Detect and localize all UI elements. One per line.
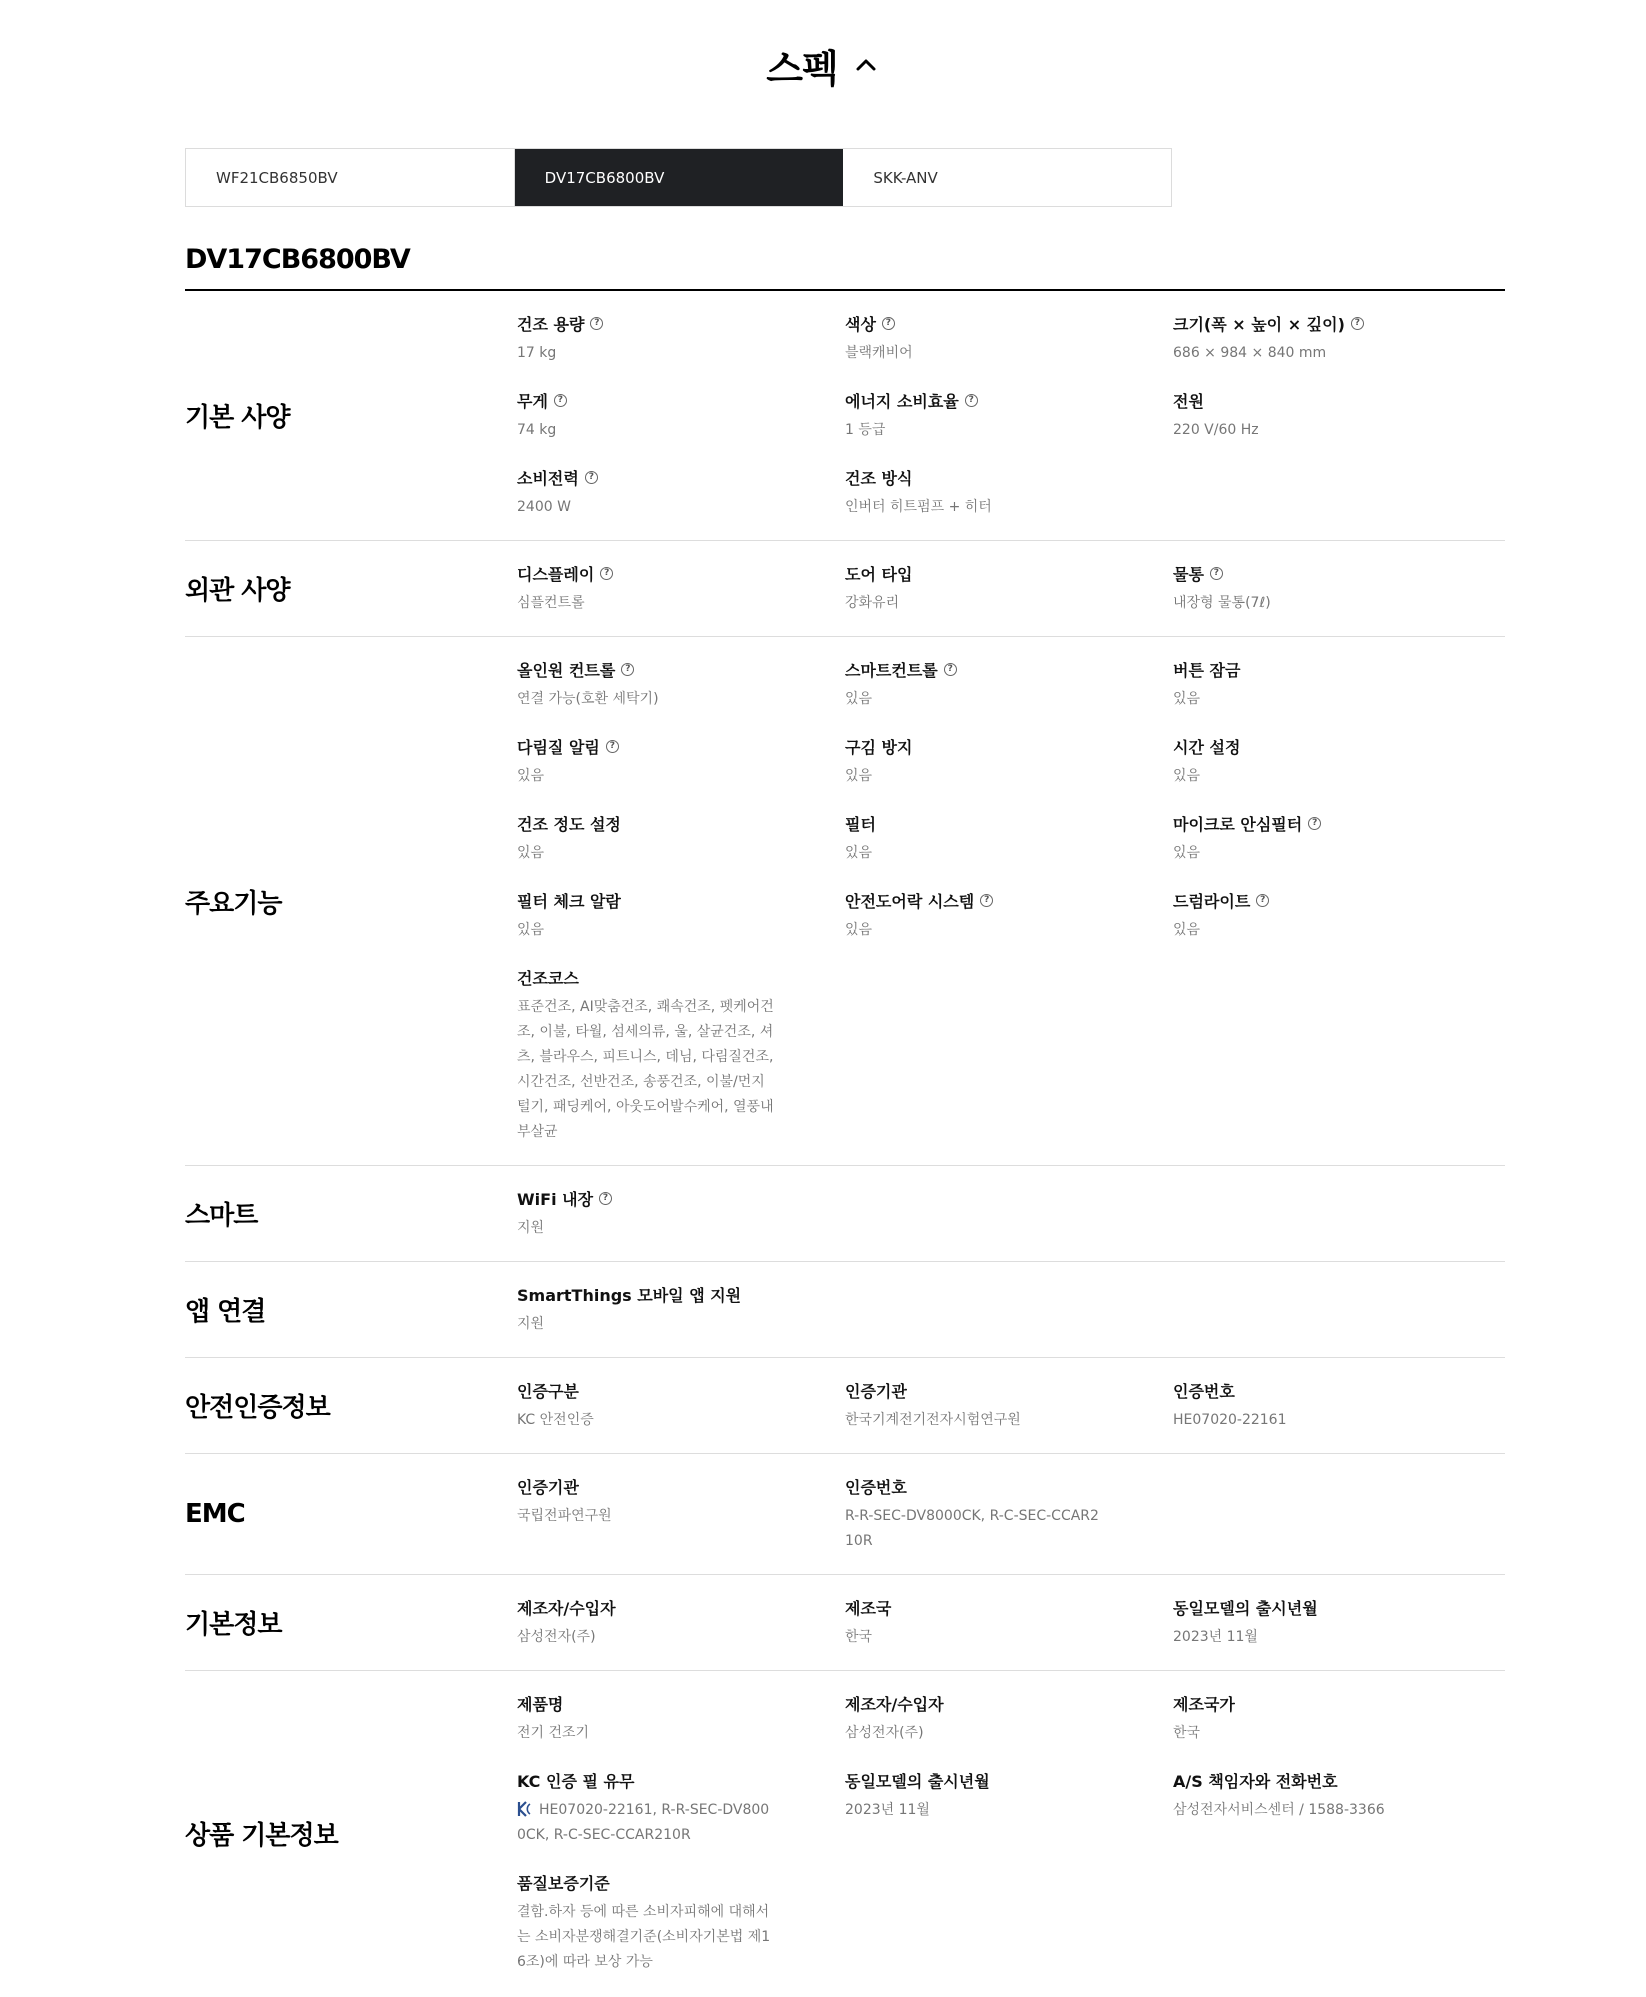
spec-item-value-text: KC 안전인증 [517, 1412, 594, 1428]
spec-item [1173, 561, 1501, 616]
spec-section [185, 637, 1505, 1166]
section-label: 기본 사양 [185, 403, 290, 433]
help-icon[interactable]: ? [1210, 567, 1223, 580]
spec-item-label [517, 311, 845, 335]
spec-item-value [517, 918, 777, 943]
spec-item [517, 1378, 845, 1433]
spec-item-value [845, 1798, 1105, 1823]
spec-item-value [845, 918, 1105, 943]
spec-item-label-text: 제조자/수입자 [517, 1598, 616, 1618]
spec-item-label-text: 디스플레이 [517, 564, 595, 584]
spec-item-value-text: 있음 [517, 845, 545, 861]
spec-item-value-text: 지원 [517, 1316, 545, 1332]
spec-item [1173, 1595, 1501, 1650]
spec-item-label-text: 드럼라이트 [1173, 891, 1251, 911]
spec-item-label [517, 1768, 845, 1792]
spec-grid [517, 561, 1505, 616]
spec-item-label [1173, 388, 1501, 412]
spec-item-label-text: 필터 체크 알람 [517, 891, 621, 911]
section-label: 기본정보 [185, 1610, 282, 1640]
help-icon[interactable]: ? [980, 894, 993, 907]
spec-item [517, 465, 845, 520]
spec-grid [517, 311, 1505, 520]
spec-item-label [517, 1378, 845, 1402]
tab-model[interactable]: WF21CB6850BV [186, 149, 515, 206]
spec-table [185, 291, 1505, 1995]
spec-grid [517, 1186, 1505, 1241]
spec-item-value-text: 있음 [845, 845, 873, 861]
help-icon[interactable]: ? [1308, 817, 1321, 830]
spec-item-value-text: 있음 [1173, 768, 1201, 784]
spec-item-label [1173, 811, 1501, 835]
spec-item-label [517, 734, 845, 758]
spec-item-value [1173, 764, 1433, 789]
spec-item-label-text: 건조코스 [517, 968, 579, 988]
help-icon[interactable]: ? [621, 663, 634, 676]
spec-item-value [517, 1900, 777, 1975]
spec-grid [517, 1595, 1505, 1650]
spec-item-label-text: 올인원 컨트롤 [517, 660, 616, 680]
spec-item-label-text: 색상 [845, 314, 876, 334]
spec-item [845, 311, 1173, 366]
spec-item-label-text: 제품명 [517, 1694, 564, 1714]
spec-item-label [845, 388, 1173, 412]
spec-item-value [517, 1798, 777, 1848]
spec-item-value-text: 2400 W [517, 499, 571, 515]
spec-item-label-text: 제조국 [845, 1598, 892, 1618]
help-icon[interactable]: ? [1256, 894, 1269, 907]
spec-item [517, 1282, 845, 1337]
spec-item-label [517, 811, 845, 835]
spec-item-value [1173, 591, 1433, 616]
spec-item-value [1173, 1625, 1433, 1650]
spec-item-value-text: 한국 [1173, 1725, 1201, 1741]
spec-item-label [1173, 734, 1501, 758]
spec-item-value [517, 495, 777, 520]
spec-item [1173, 311, 1501, 366]
section-label: 상품 기본정보 [185, 1820, 338, 1851]
spec-item-value-text: 내장형 물통(7ℓ) [1173, 595, 1271, 611]
spec-item [1173, 811, 1501, 866]
spec-item-label-text: 스마트컨트롤 [845, 660, 938, 680]
spec-item-label-text: 다림질 알림 [517, 737, 600, 757]
spec-item-value [845, 764, 1105, 789]
spec-section [185, 541, 1505, 637]
spec-item-label-text: 제조국가 [1173, 1694, 1235, 1714]
spec-item-label [845, 1768, 1173, 1792]
section-label: 주요기능 [185, 888, 282, 919]
spec-item [1173, 734, 1501, 789]
help-icon[interactable]: ? [882, 317, 895, 330]
spec-item-value-text: 2023년 11월 [845, 1802, 930, 1818]
spec-item-value [517, 1216, 777, 1241]
spec-item [845, 1474, 1173, 1554]
spec-item [1173, 388, 1501, 443]
spec-item [845, 811, 1173, 866]
spec-item-value-text: 강화유리 [845, 595, 900, 611]
spec-item-label-text: 제조자/수입자 [845, 1694, 944, 1714]
spec-item-label [845, 1595, 1173, 1619]
spec-grid [517, 1282, 1505, 1337]
section-label: 앱 연결 [185, 1297, 266, 1327]
tab-model[interactable]: SKK-ANV [873, 168, 938, 187]
spec-item-value [517, 995, 777, 1145]
spec-item [517, 1768, 845, 1848]
spec-item-label-text: 도어 타입 [845, 564, 913, 584]
spec-item-value-text: 한국 [845, 1629, 873, 1645]
spec-section [185, 1262, 1505, 1358]
spec-header[interactable] [0, 40, 1646, 90]
spec-item [517, 1474, 845, 1554]
spec-item-value-text: 686 × 984 × 840 mm [1173, 345, 1327, 361]
spec-item [845, 561, 1173, 616]
spec-item-label-text: A/S 책임자와 전화번호 [1173, 1771, 1338, 1791]
spec-item-value-text: 220 V/60 Hz [1173, 422, 1259, 438]
spec-item-value [845, 1504, 1105, 1554]
spec-item [1173, 657, 1501, 712]
spec-item-value-text: 2023년 11월 [1173, 1629, 1258, 1645]
spec-item-value-text: 있음 [517, 922, 545, 938]
spec-section [185, 291, 1505, 541]
spec-section [185, 1454, 1505, 1575]
help-icon[interactable]: ? [599, 1192, 612, 1205]
spec-item [517, 311, 845, 366]
spec-item-value [517, 418, 777, 443]
spec-item [517, 1595, 845, 1650]
spec-item-value-text: 인버터 히트펌프 + 히터 [845, 499, 992, 515]
spec-item-value [517, 1625, 777, 1650]
spec-item-value [1173, 1721, 1433, 1746]
spec-item-label [1173, 1691, 1501, 1715]
spec-item-label [517, 1870, 845, 1894]
spec-item [845, 1768, 1173, 1848]
spec-section [185, 1575, 1505, 1671]
spec-item-value [845, 841, 1105, 866]
spec-item-label [845, 561, 1173, 585]
spec-item [845, 657, 1173, 712]
spec-item-label-text: 마이크로 안심필터 [1173, 814, 1303, 834]
spec-item-label [1173, 888, 1501, 912]
spec-item-value-text: 전기 건조기 [517, 1725, 590, 1741]
model-title: DV17CB6800BV [185, 244, 410, 275]
spec-item-label [517, 465, 845, 489]
spec-item-label [517, 1595, 845, 1619]
spec-item [517, 1691, 845, 1746]
spec-item [845, 1378, 1173, 1433]
spec-item-value [517, 1721, 777, 1746]
spec-item-value-text: 74 kg [517, 422, 557, 438]
spec-item [1173, 888, 1501, 943]
spec-item-label [1173, 657, 1501, 681]
spec-item-label-text: 물통 [1173, 564, 1204, 584]
spec-item-value-text: 있음 [517, 768, 545, 784]
spec-item-value [1173, 841, 1433, 866]
spec-item [845, 1595, 1173, 1650]
spec-item-label-text: 동일모델의 출시년월 [1173, 1598, 1318, 1618]
section-label: 안전인증정보 [185, 1393, 330, 1423]
spec-item-label [845, 1691, 1173, 1715]
spec-item [517, 734, 845, 789]
spec-item-label [517, 1282, 845, 1306]
spec-item-label [1173, 561, 1501, 585]
spec-item-label [1173, 1768, 1501, 1792]
spec-grid [517, 1378, 1505, 1433]
section-label: 외관 사양 [185, 576, 290, 606]
spec-item [845, 1691, 1173, 1746]
spec-item-label [1173, 1378, 1501, 1402]
spec-item-label [845, 811, 1173, 835]
spec-item-value-text: R-R-SEC-DV8000CK, R-C-SEC-CCAR210R [845, 1508, 1099, 1549]
spec-item-value [517, 591, 777, 616]
spec-item-label-text: 크기(폭 × 높이 × 깊이) [1173, 314, 1345, 334]
spec-item [517, 965, 845, 1145]
spec-item-label-text: WiFi 내장 [517, 1189, 594, 1209]
spec-item [1173, 1691, 1501, 1746]
help-icon[interactable]: ? [944, 663, 957, 676]
spec-item-value-text: 있음 [1173, 845, 1201, 861]
spec-item-value [845, 495, 1105, 520]
help-icon[interactable]: ? [965, 394, 978, 407]
spec-item-label-text: 에너지 소비효율 [845, 391, 959, 411]
spec-item-value [517, 687, 777, 712]
spec-item [517, 561, 845, 616]
spec-item-value-text: 있음 [845, 768, 873, 784]
help-icon[interactable]: ? [1351, 317, 1364, 330]
spec-item-label-text: 인증번호 [845, 1477, 907, 1497]
spec-item [517, 1870, 845, 1975]
spec-item [517, 1186, 845, 1241]
spec-item-label [845, 1474, 1173, 1498]
spec-item-label [517, 888, 845, 912]
spec-title: 스펙 [766, 46, 838, 91]
spec-item-value-text: HE07020-22161 [1173, 1412, 1287, 1428]
spec-item-value-text: 17 kg [517, 345, 557, 361]
spec-item-value-text: 1 등급 [845, 422, 886, 438]
spec-item-value-text: 삼성전자서비스센터 / 1588-3366 [1173, 1802, 1385, 1818]
spec-item-value [845, 1721, 1105, 1746]
spec-item-value-text: 있음 [845, 691, 873, 707]
spec-item-label-text: 인증번호 [1173, 1381, 1235, 1401]
spec-section [185, 1671, 1505, 1995]
spec-item-label [517, 1186, 845, 1210]
help-icon[interactable]: ? [606, 740, 619, 753]
spec-item-value [517, 1504, 777, 1529]
spec-item-value-text: 심플컨트롤 [517, 595, 585, 611]
kc-mark-icon [517, 1801, 531, 1817]
spec-item-value [845, 687, 1105, 712]
spec-item-value [1173, 687, 1433, 712]
spec-item [1173, 1378, 1501, 1433]
spec-item [845, 888, 1173, 943]
spec-item-value [1173, 418, 1433, 443]
spec-item-value [1173, 1798, 1433, 1823]
spec-item-label [845, 657, 1173, 681]
spec-item-label-text: 인증기관 [517, 1477, 579, 1497]
spec-item-value [517, 841, 777, 866]
spec-item-value-text: 국립전파연구원 [517, 1508, 612, 1524]
spec-item-label [517, 657, 845, 681]
spec-item [845, 734, 1173, 789]
spec-item-value-text: 지원 [517, 1220, 545, 1236]
spec-item-value [517, 1312, 777, 1337]
spec-item-label [845, 888, 1173, 912]
spec-item-label-text: 전원 [1173, 391, 1204, 411]
spec-item [845, 388, 1173, 443]
spec-section [185, 1358, 1505, 1454]
spec-item-label [845, 311, 1173, 335]
spec-item-value-text: 삼성전자(주) [517, 1629, 596, 1645]
section-label: 스마트 [185, 1201, 258, 1231]
spec-item-label-text: 인증구분 [517, 1381, 579, 1401]
spec-item-value [845, 591, 1105, 616]
spec-item [845, 465, 1173, 520]
spec-item-label-text: 안전도어락 시스템 [845, 891, 975, 911]
spec-item-value [845, 1625, 1105, 1650]
spec-item-label-text: 건조 정도 설정 [517, 814, 621, 834]
spec-item-label-text: KC 인증 필 유무 [517, 1771, 635, 1791]
spec-item-label-text: SmartThings 모바일 앱 지원 [517, 1285, 742, 1305]
help-icon[interactable]: ? [554, 394, 567, 407]
section-label: EMC [185, 1499, 245, 1529]
spec-item [1173, 1768, 1501, 1848]
spec-item-value-text: 있음 [1173, 922, 1201, 938]
spec-item-label-text: 품질보증기준 [517, 1873, 610, 1893]
spec-item-value [845, 418, 1105, 443]
spec-item-label-text: 구김 방지 [845, 737, 913, 757]
model-tabs [185, 148, 1172, 207]
tab-model[interactable]: DV17CB6800BV [515, 149, 844, 206]
spec-item-label [517, 388, 845, 412]
spec-item [517, 657, 845, 712]
spec-item-value [1173, 1408, 1433, 1433]
spec-item-label-text: 인증기관 [845, 1381, 907, 1401]
spec-item-value-text: 있음 [845, 922, 873, 938]
spec-grid [517, 1691, 1505, 1975]
spec-item-value-text: 연결 가능(호환 세탁기) [517, 691, 659, 707]
spec-item-label [1173, 1595, 1501, 1619]
spec-item-label [517, 1474, 845, 1498]
spec-item-value [1173, 918, 1433, 943]
spec-item-value [1173, 341, 1433, 366]
spec-item-value-text: 블랙캐비어 [845, 345, 913, 361]
spec-item-label-text: 시간 설정 [1173, 737, 1241, 757]
spec-grid [517, 657, 1505, 1145]
spec-item-label [1173, 311, 1501, 335]
spec-item-label-text: 동일모델의 출시년월 [845, 1771, 990, 1791]
spec-item-label-text: 소비전력 [517, 468, 579, 488]
help-icon[interactable]: ? [600, 567, 613, 580]
spec-section [185, 1166, 1505, 1262]
spec-item-label [517, 561, 845, 585]
spec-grid [517, 1474, 1505, 1554]
help-icon[interactable]: ? [590, 317, 603, 330]
spec-item-label-text: 필터 [845, 814, 876, 834]
spec-item-value [845, 1408, 1105, 1433]
spec-item-label-text: 건조 용량 [517, 314, 585, 334]
spec-item-value-text: 결함.하자 등에 따른 소비자피해에 대해서는 소비자분쟁해결기준(소비자기본법 제16조)에 따라 보상 가능 [517, 1904, 771, 1970]
spec-item-label-text: 버튼 잠금 [1173, 660, 1241, 680]
spec-item-value [517, 1408, 777, 1433]
chevron-up-icon[interactable] [852, 51, 880, 79]
spec-item-value-text: 있음 [1173, 691, 1201, 707]
spec-item [517, 388, 845, 443]
spec-item-value-text: 한국기계전기전자시험연구원 [845, 1412, 1021, 1428]
spec-item-label [845, 734, 1173, 758]
spec-item-label [845, 465, 1173, 489]
spec-item-value-text: HE07020-22161, R-R-SEC-DV8000CK, R-C-SEC-CCAR210R [517, 1802, 770, 1843]
spec-item-label-text: 무게 [517, 391, 548, 411]
spec-item-value [517, 341, 777, 366]
spec-item-label [845, 1378, 1173, 1402]
spec-item-label-text: 건조 방식 [845, 468, 913, 488]
spec-item-label [517, 965, 845, 989]
spec-item-value-text: 삼성전자(주) [845, 1725, 924, 1741]
spec-item-value-text: 표준건조, AI맞춤건조, 쾌속건조, 펫케어건조, 이불, 타월, 섬세의류, 울, 살균건조, 셔츠, 블라우스, 피트니스, 데님, 다림질건조, 시간건조, 선반건조, 송풍건조, 이불/먼지털기, 패딩케어, 아웃도어발수케어, 열풍내부살균 [517, 999, 774, 1140]
spec-item-value [517, 764, 777, 789]
spec-item [517, 811, 845, 866]
help-icon[interactable]: ? [585, 471, 598, 484]
spec-item-label [517, 1691, 845, 1715]
spec-item [517, 888, 845, 943]
spec-item-value [845, 341, 1105, 366]
